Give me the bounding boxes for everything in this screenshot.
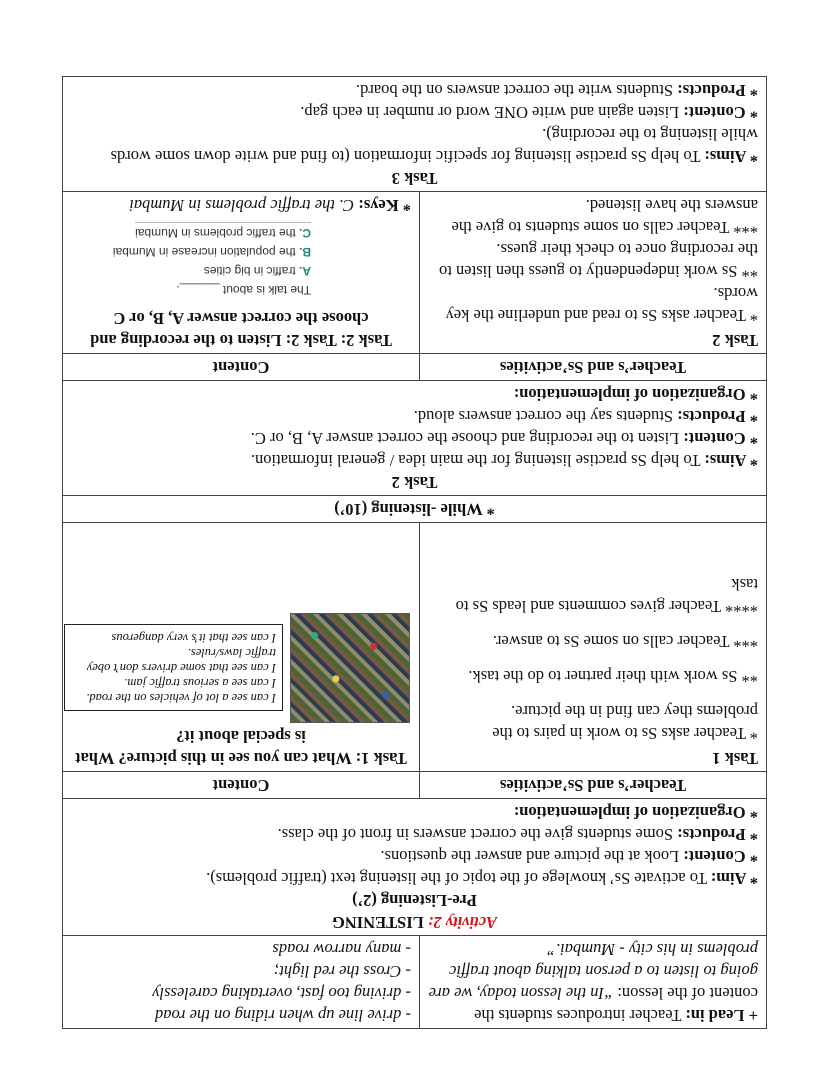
lead-in-prefix: Teacher introduces students the content of the lesson: (474, 984, 758, 1025)
aim-text: To help Ss practise listening for the main idea / general information. (250, 451, 701, 470)
task3-cell (63, 77, 767, 192)
task1-row (63, 523, 767, 772)
task3-title: Task 3 (391, 169, 438, 188)
task2-activities-cell (420, 192, 767, 354)
while-listening-title: * While -listening (10’) (63, 496, 767, 523)
lead-in-answer: - drive line up when riding on the road (154, 1006, 411, 1025)
task1-step: **** Teacher gives comments and leads Ss to task (455, 575, 758, 616)
products-label: * Products: (677, 825, 758, 844)
while-task-label: Task 2 (391, 473, 438, 492)
products-label: * Products: (677, 81, 758, 100)
while-listening-cell (63, 381, 767, 496)
task2-title: Task 2: Task 2: Listen to the recording and choose the correct answer A, B, or C (90, 309, 392, 350)
traffic-photo (290, 613, 410, 723)
content-text: Listen to the recording and choose the correct answer A, B, or C. (250, 429, 680, 448)
products-text: Some students give the correct answers in front of the class. (277, 825, 674, 844)
lead-in-answer: - Cross the red light; (273, 962, 411, 981)
pre-listening-cell (63, 799, 767, 936)
task2-step: *** Teacher calls on some students to give the answers the have listened. (451, 196, 758, 237)
answer-line: I can see that it’s very dangerous (111, 631, 276, 645)
task1-step: *** Teacher calls on some Ss to answer. (492, 632, 758, 651)
lead-in-row (63, 936, 767, 1029)
task1-step: ** Ss work with their partner to do the task. (468, 667, 758, 686)
answer-line: I can see a lot of vehicles on the road. (86, 691, 276, 705)
keys-label: * Keys: (358, 196, 411, 215)
while-listening-row (63, 381, 767, 496)
keys-text: C. the traffic problems in Mumbai (129, 196, 355, 215)
aim-label: * Aim: (710, 869, 758, 888)
task2-option (71, 261, 311, 280)
products-text: Students say the correct answers aloud. (413, 407, 674, 426)
products-label: * Products: (677, 407, 758, 426)
lead-in-answer: - driving too fast, overtaking carelessly (152, 984, 411, 1003)
task1-title: Task 1: What can you see in this picture? What is special about it? (75, 727, 407, 768)
activity-prefix: Activity 2: (427, 913, 498, 932)
task2-option (135, 222, 311, 242)
task3-row (63, 77, 767, 192)
aim-text: To activate Ss’ knowlege of the topic of the listening text (traffic problems). (206, 869, 707, 888)
task2-step: * Teacher asks Ss to read and underline the key words. (445, 284, 758, 325)
task1-label: Task 1 (712, 749, 758, 768)
aim-label: * Aims: (704, 451, 758, 470)
option-text: traffic in big cities (203, 264, 296, 278)
lead-in-cell (420, 936, 767, 1029)
table-header-row (63, 354, 767, 381)
lead-in-answers-cell (63, 936, 420, 1029)
lesson-plan-table (62, 76, 767, 1029)
aim-text: To help Ss practise listening for specific information (to find and write down some words while listening to the recording). (110, 125, 758, 166)
task2-label: Task 2 (712, 331, 758, 350)
pre-listening-row (63, 799, 767, 936)
content-text: Look at the picture and answer the questions. (380, 847, 680, 866)
option-text: the population increase in Mumbai (112, 245, 296, 259)
task2-content-cell (63, 192, 420, 354)
while-listening-title-row (63, 496, 767, 523)
task2-stem: The talk is about ______. (176, 283, 311, 297)
content-label: * Content: (683, 847, 758, 866)
task1-answer-box (64, 624, 283, 711)
option-letter: B. (299, 245, 311, 259)
lead-in-answer: - many narrow roads (272, 940, 411, 959)
header-content: Content (63, 354, 420, 381)
content-label: * Content: (683, 103, 758, 122)
header-activities: Teacher’s and Ss’activities (420, 772, 767, 799)
task1-step: * Teacher asks Ss to work in pairs to the problems they can find in the picture. (492, 702, 758, 743)
lead-in-quote: “In the lesson today, we are going to listen to a person talking about traffic problems in his city - Mumbai.” (428, 940, 758, 1003)
content-label: * Content: (683, 429, 758, 448)
pre-listening-title: Pre-Listening (2’) (352, 891, 477, 910)
activity-name: LISTENING (332, 913, 424, 932)
answer-line: I can see a serious traffic jam. (124, 676, 276, 690)
header-activities: Teacher’s and Ss’activities (420, 354, 767, 381)
organization-label: * Organization of implementation: (513, 803, 758, 822)
products-text: Students write the correct answers on the board. (355, 81, 674, 100)
option-letter: A. (299, 264, 311, 278)
option-letter: C. (299, 226, 311, 240)
task2-row (63, 192, 767, 354)
header-content: Content (63, 772, 420, 799)
lead-in-label: + Lead in: (685, 1006, 758, 1025)
task2-options (71, 222, 311, 299)
task2-step: ** Ss work independently to guess then listen to the recording once to check their guess. (439, 240, 758, 281)
option-text: the traffic problems in Mumbai (135, 226, 296, 240)
task1-content-cell (63, 523, 420, 772)
organization-label: * Organization of implementation: (513, 385, 758, 404)
aim-label: * Aims: (704, 147, 758, 166)
task1-activities-cell (420, 523, 767, 772)
content-text: Listen again and write ONE word or number in each gap. (300, 103, 680, 122)
activity-title (71, 911, 758, 933)
table-header-row (63, 772, 767, 799)
answer-line: I can see that some drivers don’t obey traffic laws/rules. (86, 646, 276, 675)
task2-option (71, 242, 311, 261)
